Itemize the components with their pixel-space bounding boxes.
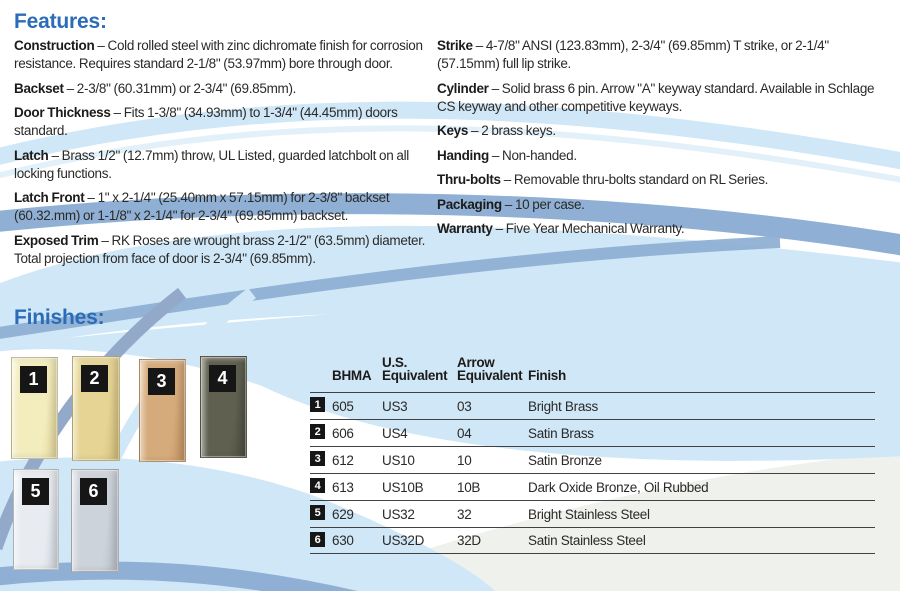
cell-us-equivalent: US10B <box>382 479 424 495</box>
cell-us-equivalent: US10 <box>382 452 415 468</box>
finishes-table-header <box>332 346 875 392</box>
cell-finish: Bright Brass <box>528 398 598 414</box>
feature-thru-bolts <box>437 171 889 189</box>
feature-label: Door Thickness <box>14 105 111 120</box>
feature-label: Cylinder <box>437 80 489 96</box>
feature-text: – Removable thru-bolts standard on RL Series. <box>503 172 769 187</box>
cell-bhma: 613 <box>332 479 354 495</box>
feature-text: – 1" x 2-1/4" (25.40mm x 57.15mm) for 2-3/8" backset (60.32.mm) or 1-1/8" x 2-1/4" for 2-3/4" (69.85mm) backset. <box>14 190 390 223</box>
feature-keys <box>437 122 889 140</box>
column-header-finish: Finish <box>528 368 566 383</box>
feature-handing <box>437 147 889 165</box>
feature-label: Latch <box>14 147 49 163</box>
feature-packaging <box>437 196 889 214</box>
row-number-badge: 6 <box>310 532 325 547</box>
swatch-number-badge: 4 <box>209 365 236 392</box>
feature-latch-front <box>14 189 438 225</box>
finish-swatch-satin-stainless <box>71 469 119 572</box>
cell-arrow-equivalent: 03 <box>457 398 472 414</box>
finish-swatch-satin-brass <box>72 356 120 461</box>
cell-arrow-equivalent: 10 <box>457 452 472 468</box>
swatch-number-badge: 3 <box>148 368 175 395</box>
cell-us-equivalent: US32D <box>382 533 425 548</box>
cell-bhma: 629 <box>332 506 354 522</box>
feature-text: – Five Year Mechanical Warranty. <box>495 221 685 236</box>
row-number-badge: 4 <box>310 478 325 493</box>
feature-exposed-trim <box>14 232 438 268</box>
feature-label: Keys <box>437 123 469 138</box>
cell-arrow-equivalent: 10B <box>457 479 481 495</box>
cell-bhma: 630 <box>332 533 354 548</box>
feature-door-thickness <box>14 104 438 140</box>
cell-bhma: 605 <box>332 398 354 414</box>
features-heading: Features: <box>14 10 107 33</box>
finish-swatch-bright-stainless <box>13 469 59 570</box>
feature-label: Thru-bolts <box>437 172 501 187</box>
finishes-table <box>310 346 875 554</box>
finish-swatch-satin-bronze <box>139 359 186 462</box>
feature-latch <box>14 147 438 183</box>
feature-label: Handing <box>437 147 489 163</box>
feature-construction <box>14 37 438 73</box>
cell-arrow-equivalent: 04 <box>457 425 472 441</box>
feature-text: – Cold rolled steel with zinc dichromate finish for corrosion resistance. Requires standard 2-1/8" (53.97mm) bore through door. <box>14 38 423 71</box>
feature-label: Packaging <box>437 196 502 212</box>
swatch-number-badge: 5 <box>22 478 49 505</box>
cell-bhma: 612 <box>332 452 354 468</box>
row-number-badge: 5 <box>310 505 325 520</box>
swatch-number-badge: 6 <box>80 478 107 505</box>
finish-swatch-dark-oxide-bronze <box>200 356 247 458</box>
feature-text: – Solid brass 6 pin. Arrow "A" keyway standard. Available in Schlage CS keyway and other competitive keyways. <box>437 80 875 114</box>
row-number-badge: 3 <box>310 451 325 466</box>
column-header-bhma: BHMA <box>332 368 372 383</box>
cell-finish: Bright Stainless Steel <box>528 506 650 522</box>
feature-warranty <box>437 220 889 238</box>
table-row <box>310 473 875 500</box>
column-header-us-equivalent: U.S. Equivalent <box>382 355 448 383</box>
cell-finish: Satin Bronze <box>528 452 602 468</box>
cell-us-equivalent: US4 <box>382 425 408 441</box>
cell-us-equivalent: US3 <box>382 398 408 414</box>
feature-text: – 10 per case. <box>504 196 585 212</box>
table-row <box>310 392 875 419</box>
table-row <box>310 527 875 554</box>
swatch-number-badge: 1 <box>20 366 47 393</box>
finish-swatch-bright-brass <box>11 357 58 459</box>
column-header-arrow-equivalent: Arrow Equivalent <box>457 355 523 383</box>
cell-us-equivalent: US32 <box>382 506 415 522</box>
feature-text: – Brass 1/2" (12.7mm) throw, UL Listed, guarded latchbolt on all locking functions. <box>14 147 410 181</box>
features-left-column <box>14 37 438 274</box>
feature-cylinder <box>437 80 889 116</box>
row-number-badge: 2 <box>310 424 325 439</box>
feature-label: Strike <box>437 38 473 53</box>
feature-text: – RK Roses are wrought brass 2-1/2" (63.5mm) diameter. Total projection from face of door is 2-3/4" (69.85mm). <box>14 232 426 266</box>
feature-backset <box>14 80 438 98</box>
feature-label: Latch Front <box>14 190 85 205</box>
finishes-heading: Finishes: <box>14 306 105 329</box>
cell-finish: Satin Brass <box>528 425 594 441</box>
swatch-number-badge: 2 <box>81 365 108 392</box>
cell-bhma: 606 <box>332 425 354 441</box>
feature-label: Exposed Trim <box>14 232 99 248</box>
row-number-badge: 1 <box>310 397 325 412</box>
table-row <box>310 446 875 473</box>
features-right-column <box>437 37 889 245</box>
feature-label: Construction <box>14 38 95 53</box>
table-row <box>310 419 875 446</box>
cell-arrow-equivalent: 32 <box>457 506 472 522</box>
cell-finish: Satin Stainless Steel <box>528 533 646 548</box>
feature-text: – Non-handed. <box>491 147 577 163</box>
cell-finish: Dark Oxide Bronze, Oil Rubbed <box>528 479 709 495</box>
table-row <box>310 500 875 527</box>
feature-text: – 2-3/8" (60.31mm) or 2-3/4" (69.85mm). <box>66 80 297 96</box>
feature-text: – 2 brass keys. <box>471 123 556 138</box>
feature-text: – Fits 1-3/8" (34.93mm) to 1-3/4" (44.45mm) doors standard. <box>14 105 398 138</box>
cell-arrow-equivalent: 32D <box>457 533 481 548</box>
feature-label: Backset <box>14 80 64 96</box>
feature-label: Warranty <box>437 221 493 236</box>
feature-strike <box>437 37 889 73</box>
feature-text: – 4-7/8" ANSI (123.83mm), 2-3/4" (69.85mm) T strike, or 2-1/4" (57.15mm) full lip strike. <box>437 38 829 71</box>
